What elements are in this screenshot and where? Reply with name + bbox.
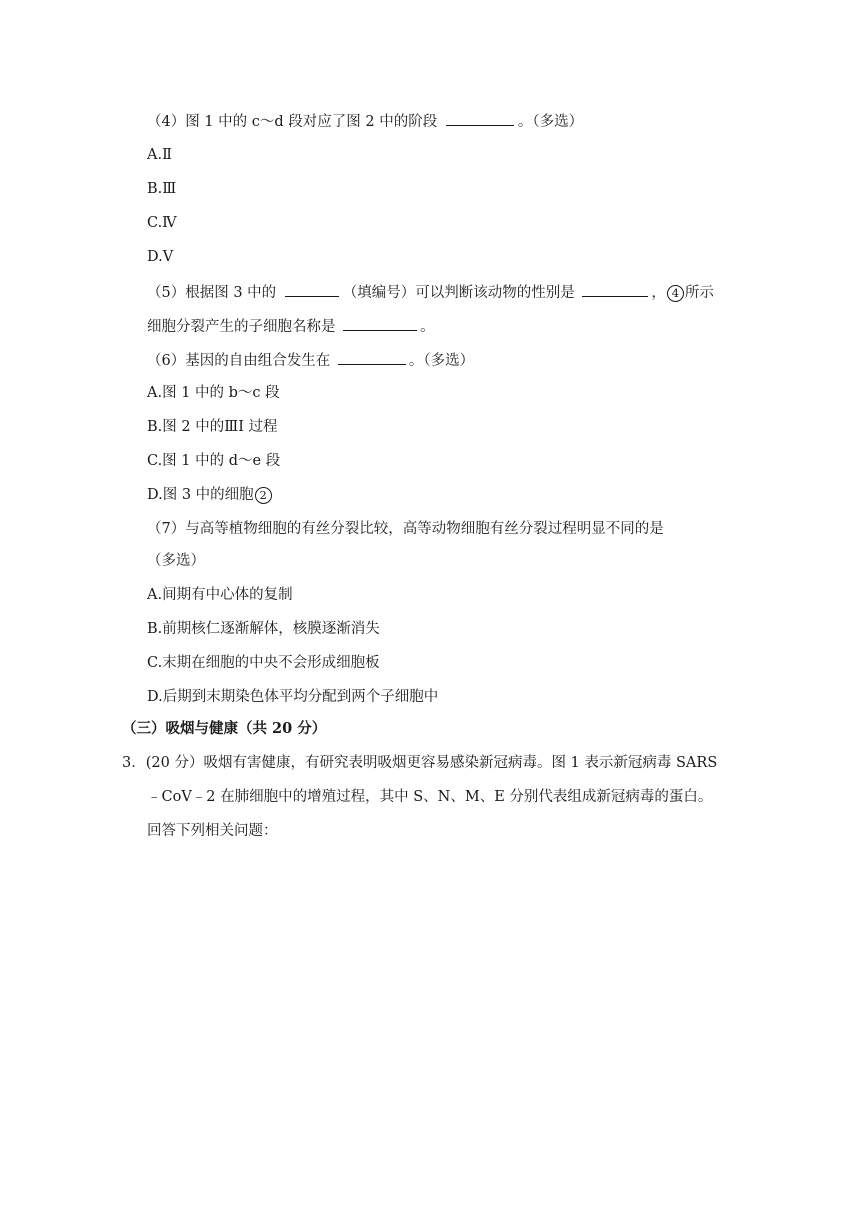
q5-prompt-line1 [147, 281, 714, 303]
circled-number-4: 4 [667, 285, 684, 302]
q5-text-part4: 所示 [684, 285, 714, 301]
q4-option-c: C.Ⅳ [147, 215, 177, 231]
circled-number-2: 2 [255, 487, 272, 504]
q4-option-a: A.Ⅱ [147, 147, 172, 163]
q7-option-c: C.末期在细胞的中央不会形成细胞板 [147, 655, 380, 671]
q5-text-part3: ， [651, 285, 666, 301]
q7-prompt-line1: （7）与高等植物细胞的有丝分裂比较，高等动物细胞有丝分裂过程明显不同的是 [147, 521, 664, 537]
q6-answer-blank[interactable] [338, 349, 406, 365]
q5-blank-sex[interactable] [582, 281, 648, 297]
q3-stem-line3: 回答下列相关问题： [147, 823, 278, 839]
q6-option-b: B.图 2 中的ⅢI 过程 [147, 419, 278, 435]
q6-option-c: C.图 1 中的 d～e 段 [147, 453, 281, 469]
q6-prompt-text: （6）基因的自由组合发生在 [147, 353, 331, 369]
q5-line2-suffix: 。 [420, 319, 435, 335]
section-3-title: （三）吸烟与健康（共 20 分） [122, 720, 327, 737]
q5-blank-daughter-cell[interactable] [343, 315, 417, 331]
q5-prompt-line2 [147, 315, 435, 337]
q7-option-a: A.间期有中心体的复制 [147, 587, 293, 603]
q6-prompt [147, 349, 474, 371]
q5-text-part2: （填编号）可以判断该动物的性别是 [342, 285, 575, 301]
q4-prompt-suffix: 。（多选） [517, 114, 584, 130]
q4-prompt-text: （4）图 1 中的 c～d 段对应了图 2 中的阶段 [147, 114, 438, 130]
q4-prompt [147, 110, 583, 132]
q3-stem-line1: 3．(20 分）吸烟有害健康，有研究表明吸烟更容易感染新冠病毒。图 1 表示新冠病毒 SARS [122, 755, 718, 771]
q6-option-d [147, 485, 273, 505]
q4-option-b: B.Ⅲ [147, 181, 177, 197]
q3-stem-line2: ﹣CoV﹣2 在肺细胞中的增殖过程，其中 S、N、M、E 分别代表组成新冠病毒的蛋白。 [147, 789, 713, 805]
q6-option-a: A.图 1 中的 b～c 段 [147, 385, 280, 401]
q4-answer-blank[interactable] [446, 110, 514, 126]
q5-text-part1: （5）根据图 3 中的 [147, 285, 277, 301]
q4-option-d: D.Ⅴ [147, 249, 174, 265]
q6-option-d-text: D.图 3 中的细胞 [147, 487, 254, 503]
q7-option-b: B.前期核仁逐渐解体，核膜逐渐消失 [147, 621, 380, 637]
q7-option-d: D.后期到末期染色体平均分配到两个子细胞中 [147, 689, 439, 705]
q5-line2-text: 细胞分裂产生的子细胞名称是 [147, 319, 336, 335]
q7-prompt-line2: （多选） [147, 553, 205, 569]
q5-blank-number[interactable] [285, 281, 339, 297]
q6-prompt-suffix: 。（多选） [408, 353, 475, 369]
